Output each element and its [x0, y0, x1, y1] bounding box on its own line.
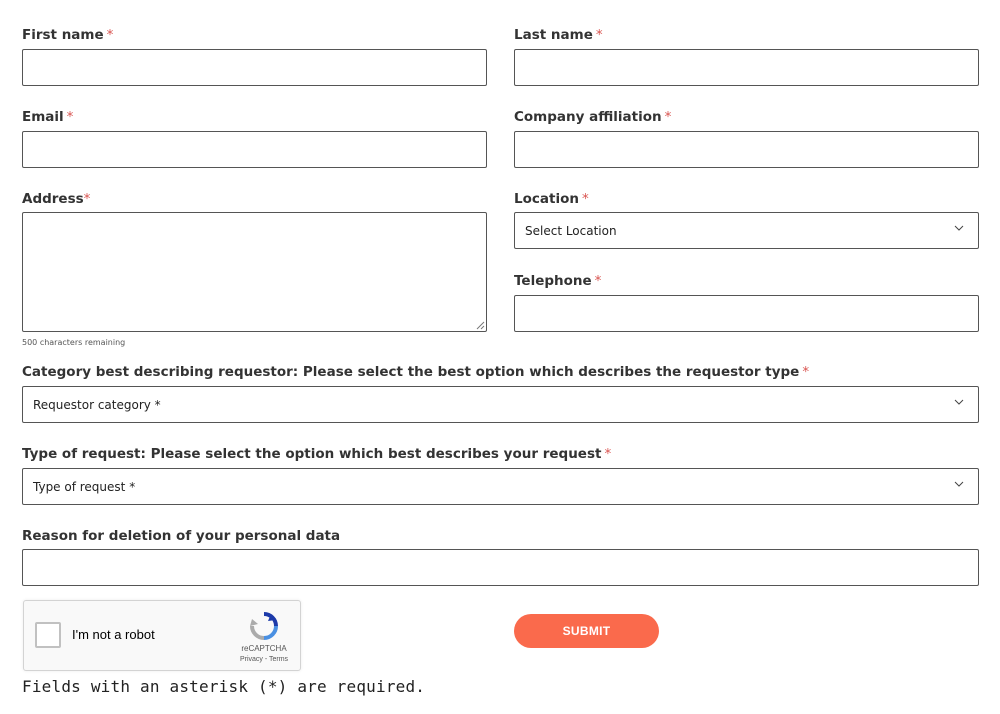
email-input[interactable] — [22, 131, 487, 168]
chevron-down-icon — [954, 223, 964, 233]
telephone-input[interactable] — [514, 295, 979, 332]
requestor-category-select[interactable] — [22, 386, 979, 423]
chevron-down-icon — [954, 397, 964, 407]
telephone-label: Telephone * — [514, 273, 602, 289]
location-label: Location * — [514, 191, 589, 207]
resize-handle-icon[interactable] — [475, 320, 485, 330]
recaptcha-logo-icon — [249, 611, 279, 641]
recaptcha-checkbox[interactable] — [35, 622, 61, 648]
address-label: Address* — [22, 191, 91, 207]
last-name-input[interactable] — [514, 49, 979, 86]
request-type-select[interactable] — [22, 468, 979, 505]
required-asterisk: * — [106, 27, 114, 43]
submit-button[interactable]: SUBMIT — [514, 614, 659, 648]
deletion-reason-input[interactable] — [22, 549, 979, 586]
first-name-label: First name * — [22, 27, 114, 43]
required-asterisk: * — [802, 364, 810, 380]
last-name-label: Last name * — [514, 27, 603, 43]
company-affiliation-input[interactable] — [514, 131, 979, 168]
requestor-category-label: Category best describing requestor: Please select the best option which describes the requestor type * — [22, 364, 810, 380]
required-asterisk: * — [83, 191, 91, 207]
required-asterisk: * — [594, 273, 602, 289]
request-type-label: Type of request: Please select the option which best describes your request * — [22, 446, 612, 462]
location-selected-value: Select Location — [525, 223, 617, 238]
recaptcha-label: I'm not a robot — [72, 627, 155, 642]
email-label: Email * — [22, 109, 74, 125]
recaptcha-privacy-terms-links[interactable]: Privacy - Terms — [239, 656, 289, 663]
location-select[interactable] — [514, 212, 979, 249]
request-type-selected-value: Type of request * — [33, 479, 136, 494]
deletion-reason-label: Reason for deletion of your personal data — [22, 528, 341, 544]
company-affiliation-label: Company affiliation * — [514, 109, 672, 125]
required-fields-note: Fields with an asterisk (*) are required. — [22, 677, 426, 696]
required-asterisk: * — [595, 27, 603, 43]
recaptcha-brand: reCAPTCHA — [241, 644, 287, 653]
required-asterisk: * — [664, 109, 672, 125]
requestor-category-selected-value: Requestor category * — [33, 397, 161, 412]
required-asterisk: * — [604, 446, 612, 462]
recaptcha-widget — [23, 600, 301, 671]
first-name-input[interactable] — [22, 49, 487, 86]
required-asterisk: * — [581, 191, 589, 207]
chevron-down-icon — [954, 479, 964, 489]
address-textarea[interactable] — [22, 212, 487, 332]
address-char-counter: 500 characters remaining — [22, 338, 126, 347]
required-asterisk: * — [66, 109, 74, 125]
